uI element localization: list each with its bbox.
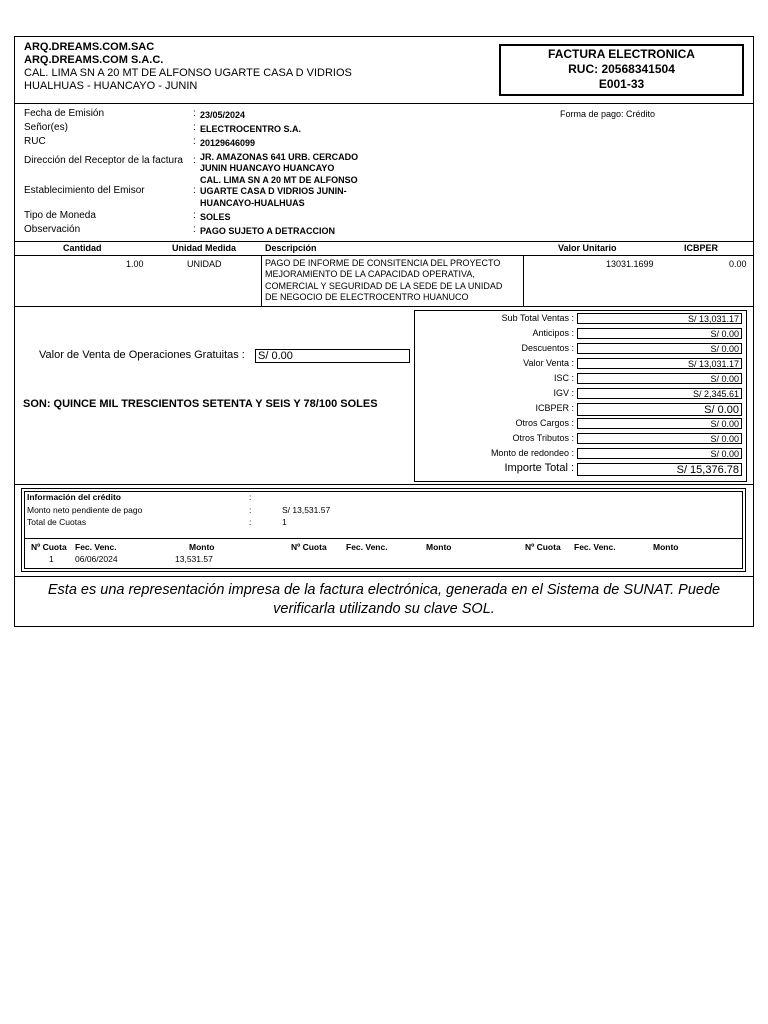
senor-label: Señor(es) (24, 122, 68, 133)
credit-monto-label: Monto neto pendiente de pago (27, 505, 143, 515)
obs-label: Observación (24, 224, 81, 235)
gratuitas-value: S/ 0.00 (255, 349, 410, 363)
colon: : (193, 224, 196, 235)
invoice-ruc: RUC: 20568341504 (568, 62, 675, 76)
cuota-col-monto: Monto (426, 542, 452, 552)
estab-line-1: CAL. LIMA SN A 20 MT DE ALFONSO (200, 175, 358, 185)
cuota-col-monto: Monto (653, 542, 679, 552)
total-value: S/ 2,345.61 (577, 388, 742, 399)
colon: : (193, 122, 196, 133)
divider (14, 241, 754, 242)
row-valor: 13031.1699 (606, 259, 654, 269)
colon: : (249, 517, 252, 527)
total-value: S/ 15,376.78 (577, 463, 742, 476)
cuota-col-fecha: Fec. Venc. (574, 542, 616, 552)
direccion-line-2: JUNIN HUANCAYO HUANCAYO (200, 163, 335, 173)
cuota-col-fecha: Fec. Venc. (346, 542, 388, 552)
total-label: Otros Tributos : (512, 433, 574, 443)
issuer-block (24, 41, 352, 93)
total-label: Valor Venta : (523, 358, 574, 368)
total-value: S/ 0.00 (577, 328, 742, 339)
row-desc-1: PAGO DE INFORME DE CONSITENCIA DEL PROYECTO (265, 258, 501, 268)
cuota-monto: 13,531.57 (175, 554, 213, 564)
total-value: S/ 0.00 (577, 433, 742, 444)
col-unidad: Unidad Medida (172, 243, 237, 253)
col-divider (261, 256, 262, 306)
fecha-label: Fecha de Emisión (24, 108, 105, 119)
divider (14, 255, 754, 256)
col-icbper: ICBPER (684, 243, 719, 253)
colon: : (193, 155, 196, 166)
direccion-line-1: JR. AMAZONAS 641 URB. CERCADO (200, 152, 359, 162)
total-label: Importe Total : (504, 462, 574, 474)
total-label: Otros Cargos : (515, 418, 574, 428)
cuota-col-monto: Monto (189, 542, 215, 552)
divider (24, 538, 743, 539)
credit-title: Información del crédito (27, 492, 121, 502)
amount-in-words: SON: QUINCE MIL TRESCIENTOS SETENTA Y SEIS Y 78/100 SOLES (23, 398, 378, 410)
credit-cuotas-label: Total de Cuotas (27, 517, 87, 527)
total-label: Sub Total Ventas : (501, 313, 574, 323)
legal-footer-line-2: verificarla utilizando su clave SOL. (273, 601, 495, 617)
total-value: S/ 0.00 (577, 418, 742, 429)
colon: : (249, 505, 252, 515)
credit-monto-value: S/ 13,531.57 (282, 505, 331, 515)
estab-label: Establecimiento del Emisor (24, 185, 145, 196)
col-descripcion: Descripción (265, 243, 317, 253)
invoice-id-box (499, 44, 744, 96)
ruc-label: RUC (24, 136, 46, 147)
colon: : (193, 185, 196, 196)
divider (14, 103, 754, 104)
total-label: IGV : (553, 388, 574, 398)
estab-line-3: HUANCAYO-HUALHUAS (200, 198, 305, 208)
cuota-col-fecha: Fec. Venc. (75, 542, 117, 552)
fecha-value: 23/05/2024 (200, 110, 246, 120)
divider (14, 576, 754, 577)
total-label: ICBPER : (535, 403, 574, 413)
total-label: ISC : (553, 373, 574, 383)
issuer-legal-name: ARQ.DREAMS.COM S.A.C. (24, 54, 164, 66)
senor-value: ELECTROCENTRO S.A. (200, 124, 302, 134)
cuota-col-num: Nº Cuota (31, 542, 67, 552)
invoice-title: FACTURA ELECTRONICA (548, 47, 695, 61)
cuota-col-num: Nº Cuota (291, 542, 327, 552)
issuer-address: CAL. LIMA SN A 20 MT DE ALFONSO UGARTE CASA D VIDRIOS (24, 67, 352, 79)
col-valor-unitario: Valor Unitario (558, 243, 617, 253)
forma-pago: Forma de pago: Crédito (560, 109, 656, 119)
legal-footer (14, 581, 754, 619)
total-value: S/ 0.00 (577, 343, 742, 354)
total-value: S/ 0.00 (577, 373, 742, 384)
invoice-number: E001-33 (598, 77, 645, 91)
obs-value: PAGO SUJETO A DETRACCION (200, 226, 336, 236)
divider (14, 306, 754, 307)
row-desc-4: DE NEGOCIO DE ELECTROCENTRO HUANUCO (265, 292, 469, 302)
col-cantidad: Cantidad (63, 243, 102, 253)
direccion-label: Dirección del Receptor de la factura (24, 155, 183, 166)
gratuitas-label: Valor de Venta de Operaciones Gratuitas : (39, 349, 245, 361)
total-label: Descuentos : (521, 343, 574, 353)
colon: : (193, 108, 196, 119)
estab-line-2: UGARTE CASA D VIDRIOS JUNIN- (200, 186, 347, 196)
moneda-label: Tipo de Moneda (24, 210, 96, 221)
cuota-col-num: Nº Cuota (525, 542, 561, 552)
total-value: S/ 13,031.17 (577, 358, 742, 369)
row-unidad: UNIDAD (187, 259, 222, 269)
divider (14, 484, 754, 485)
total-label: Monto de redondeo : (490, 448, 574, 458)
row-icbper: 0.00 (729, 259, 747, 269)
total-label: Anticipos : (532, 328, 574, 338)
issuer-name: ARQ.DREAMS.COM.SAC (24, 41, 155, 53)
colon: : (193, 136, 196, 147)
moneda-value: SOLES (200, 212, 231, 222)
total-value: S/ 0.00 (577, 448, 742, 459)
total-value: S/ 13,031.17 (577, 313, 742, 324)
colon: : (249, 492, 252, 502)
ruc-value: 20129646099 (200, 138, 256, 148)
colon: : (193, 210, 196, 221)
total-value: S/ 0.00 (577, 403, 742, 416)
row-desc-2: MEJORAMIENTO DE LA CAPACIDAD OPERATIVA, (265, 269, 475, 279)
credit-cuotas-value: 1 (282, 517, 287, 527)
col-divider (523, 256, 524, 306)
legal-footer-line-1: Esta es una representación impresa de la factura electrónica, generada en el Sistema de SUNAT. Puede (47, 582, 721, 598)
cuota-fecha: 06/06/2024 (75, 554, 118, 564)
row-cantidad: 1.00 (126, 259, 144, 269)
row-desc-3: COMERCIAL Y SEGURIDAD DE LA SEDE DE LA UNIDAD (265, 281, 503, 291)
issuer-city: HUALHUAS - HUANCAYO - JUNIN (24, 80, 198, 92)
cuota-num: 1 (49, 554, 54, 564)
credit-box-inner (24, 491, 743, 569)
